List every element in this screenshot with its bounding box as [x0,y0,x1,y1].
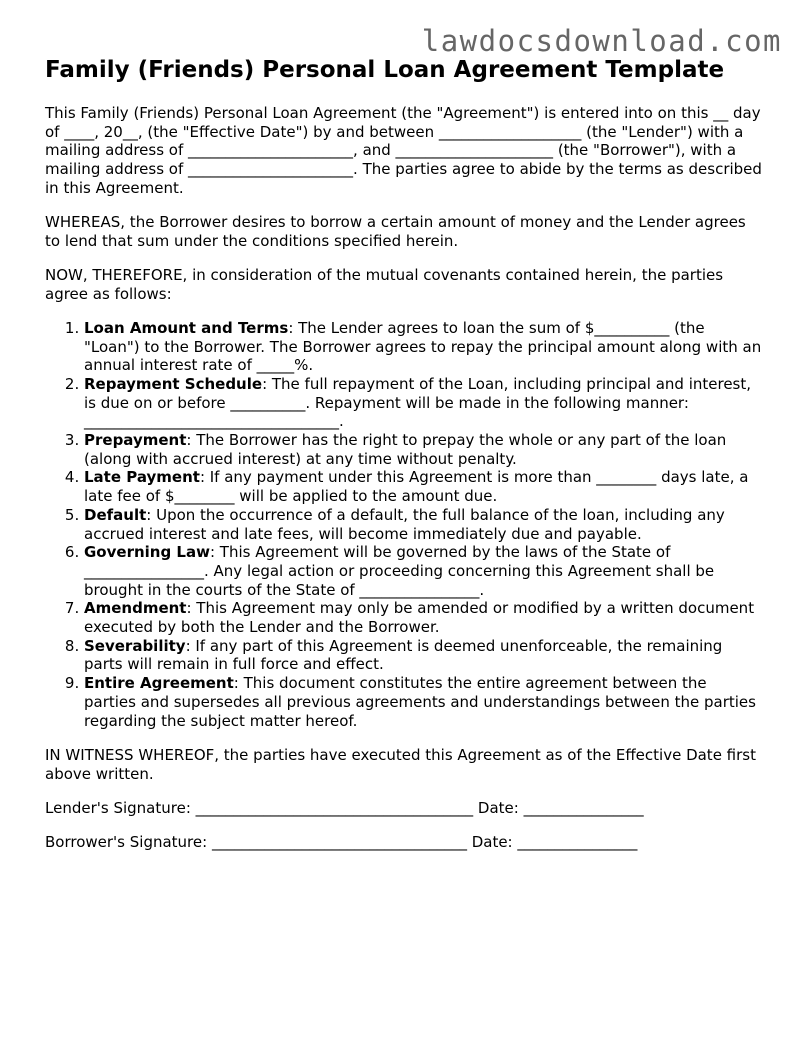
witness-paragraph: IN WITNESS WHEREOF, the parties have executed this Agreement as of the Effective Date first above written. [45,745,756,783]
term-heading: Loan Amount and Terms [84,318,289,337]
term-item [84,319,763,375]
term-item [84,375,763,431]
term-heading: Governing Law [84,543,210,562]
term-heading: Default [84,505,147,524]
term-text: : The Lender agrees to loan the sum of $__________ (the "Loan") to the Borrower. The Borrower agrees to repay the principal amount along with an annual interest rate of _____%. [84,318,762,375]
whereas-paragraph: WHEREAS, the Borrower desires to borrow a certain amount of money and the Lender agrees to lend that sum under the conditions specified herein. [45,213,746,250]
term-text: : This document constitutes the entire agreement between the parties and supersedes all previous agreements and understandings between the parties regarding the subject matter hereof. [84,674,756,730]
document-body [45,104,763,867]
term-item [84,674,763,730]
now-therefore-paragraph: NOW, THEREFORE, in consideration of the mutual covenants contained herein, the parties agree as follows: [45,265,724,303]
term-text: : The Borrower has the right to prepay the whole or any part of the loan (along with accrued interest) at any time without penalty. [84,431,727,468]
term-heading: Severability [84,636,186,655]
term-heading: Prepayment [84,431,187,450]
term-text: : Upon the occurrence of a default, the full balance of the loan, including any accrued interest and late fees, will become immediately due and payable. [84,505,725,543]
watermark-logo: lawdocsdownload.com [421,24,782,58]
document-title: Family (Friends) Personal Loan Agreement Template [45,57,725,83]
term-heading: Late Payment [84,468,200,487]
term-item [84,431,763,468]
term-item [84,506,763,543]
term-text: : This Agreement will be governed by the laws of the State of ________________. Any legal action or proceeding concerning this Agreement shall be brought in the courts of the State of ________________. [84,543,715,599]
term-item [84,637,763,674]
term-item [84,599,763,636]
intro-paragraph: This Family (Friends) Personal Loan Agreement (the "Agreement") is entered into on this __ day of ____, 20__, (the "Effective Date") by and between ___________________ (the "Lender") with a mailing address of ______________________, and _____________________ (the "Borrower"), with a mailing address of ______________________. The parties agree to abide by the terms as described in this Agreement. [45,104,762,197]
term-item [84,468,763,505]
terms-list [45,319,763,730]
lender-signature-line: Lender's Signature: _____________________________________ Date: ________________ [45,798,644,817]
term-heading: Entire Agreement [84,674,234,693]
term-text: : If any part of this Agreement is deemed unenforceable, the remaining parts will remain in full force and effect. [84,636,723,674]
term-text: : If any payment under this Agreement is more than ________ days late, a late fee of $________ will be applied to the amount due. [84,468,749,506]
term-heading: Amendment [84,599,187,618]
borrower-signature-line: Borrower's Signature: __________________________________ Date: ________________ [45,832,638,851]
term-text: : This Agreement may only be amended or modified by a written document executed by both the Lender and the Borrower. [84,599,755,637]
term-text: : The full repayment of the Loan, including principal and interest, is due on or before __________. Repayment will be made in the following manner: __________________________________. [84,374,752,431]
term-heading: Repayment Schedule [84,374,263,393]
term-item [84,543,763,599]
